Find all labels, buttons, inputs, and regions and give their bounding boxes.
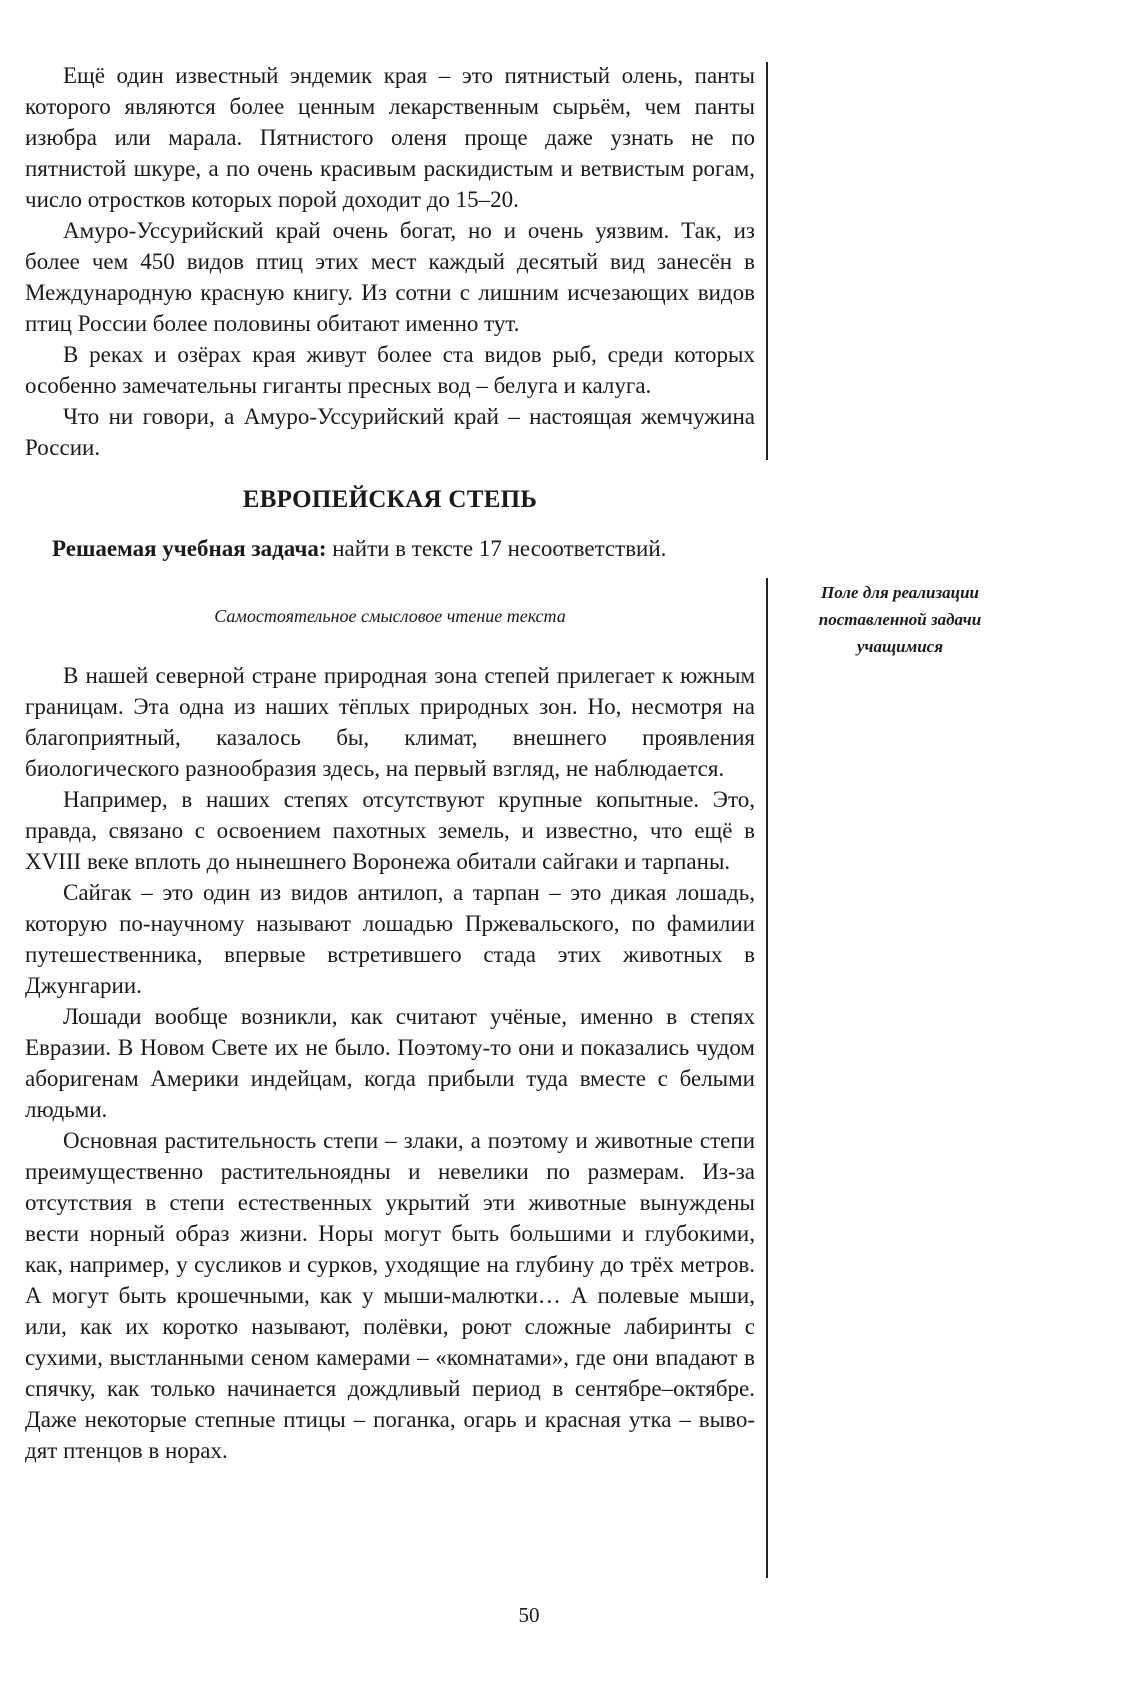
reading-subheading: Самостоятельное смысловое чтение текста <box>214 606 566 626</box>
task-label: Решаемая учебная задача: <box>52 536 327 561</box>
paragraph: Амуро-Уссурийский край очень богат, но и очень уязвим. Так, из более чем 450 видов птиц этих мест каждый десятый вид занесён в Международную красную книгу. Из сотни с лишним исчезающих видов птиц России более половины обитают именно тут. <box>25 218 755 336</box>
paragraph: В реках и озёрах края живут более ста видов рыб, среди которых особенно замечательны гиганты пресных вод – белуга и калуга. <box>25 342 755 398</box>
side-note-line: учащимися <box>857 637 943 656</box>
task-text: найти в тексте 17 несоответствий. <box>326 536 667 561</box>
paragraph: В нашей северной стране природная зона степей прилегает к южным границам. Эта одна из наших тёплых природных зон. Но, несмотря на благоприятный, казалось бы, климат, внешнего проявления биологического разнообразия здесь, на первый взгляд, не наблюдается. <box>25 663 755 781</box>
section-title: ЕВРОПЕЙСКАЯ СТЕПЬ <box>242 486 538 513</box>
margin-divider-top <box>766 62 768 460</box>
margin-divider-bottom <box>766 578 768 1578</box>
paragraph: Что ни говори, а Амуро-Уссурийский край – настоящая жемчужина России. <box>25 404 755 460</box>
task-line <box>52 536 772 562</box>
side-note-line: поставленной задачи <box>818 610 982 629</box>
paragraph: Сайгак – это один из видов антилоп, а тарпан – это дикая лошадь, которую по-научному называют лошадью Пржевальского, по фамилии путешественника, впервые встретившего стада этих животных в Джунгарии. <box>25 880 755 998</box>
page-number: 50 <box>518 1603 540 1627</box>
side-note-line: Поле для реализации <box>821 583 979 602</box>
paragraph: Ещё один известный эндемик края – это пятнистый олень, панты которого являются более ценным лекарственным сырьём, чем панты изюбра или марала. Пятнистого оленя проще даже узнать не по пятнистой шкуре, а по очень красивым раскидистым и ветвистым рогам, число отростков которых порой доходит до 15–20. <box>25 63 755 212</box>
top-text-column <box>25 60 755 463</box>
side-note <box>785 579 1015 660</box>
paragraph: Основная растительность степи – злаки, а поэтому и животные степи преимущественно растительноядны и невелики по размерам. Из-за отсутствия в степи естественных укрытий эти животные вынуждены вести норный образ жизни. Норы могут быть большими и глубокими, как, например, у сусликов и сурков, уходящие на глубину до трёх метров. А могут быть крошечными, как у мыши-малютки… А полевые мыши, или, как их коротко называют, полёвки, роют сложные лабиринты с сухими, выстланными сеном камерами – «комнатами», где они впадают в спячку, как только начинается дождливый период в сентябре–октябре. Даже некоторые степные птицы – поганка, огарь и красная утка – выводят птенцов в норах. <box>25 1128 755 1463</box>
paragraph: Например, в наших степях отсутствуют крупные копытные. Это, правда, связано с освоением пахотных земель, и известно, что ещё в XVIII веке вплоть до нынешнего Воронежа обитали сайгаки и тарпаны. <box>25 787 755 874</box>
paragraph: Лошади вообще возникли, как считают учёные, именно в степях Евразии. В Новом Свете их не было. Поэтому-то они и показались чудом аборигенам Америки индейцам, когда прибыли туда вместе с белыми людьми. <box>25 1004 755 1122</box>
bottom-text-column <box>25 660 755 1466</box>
